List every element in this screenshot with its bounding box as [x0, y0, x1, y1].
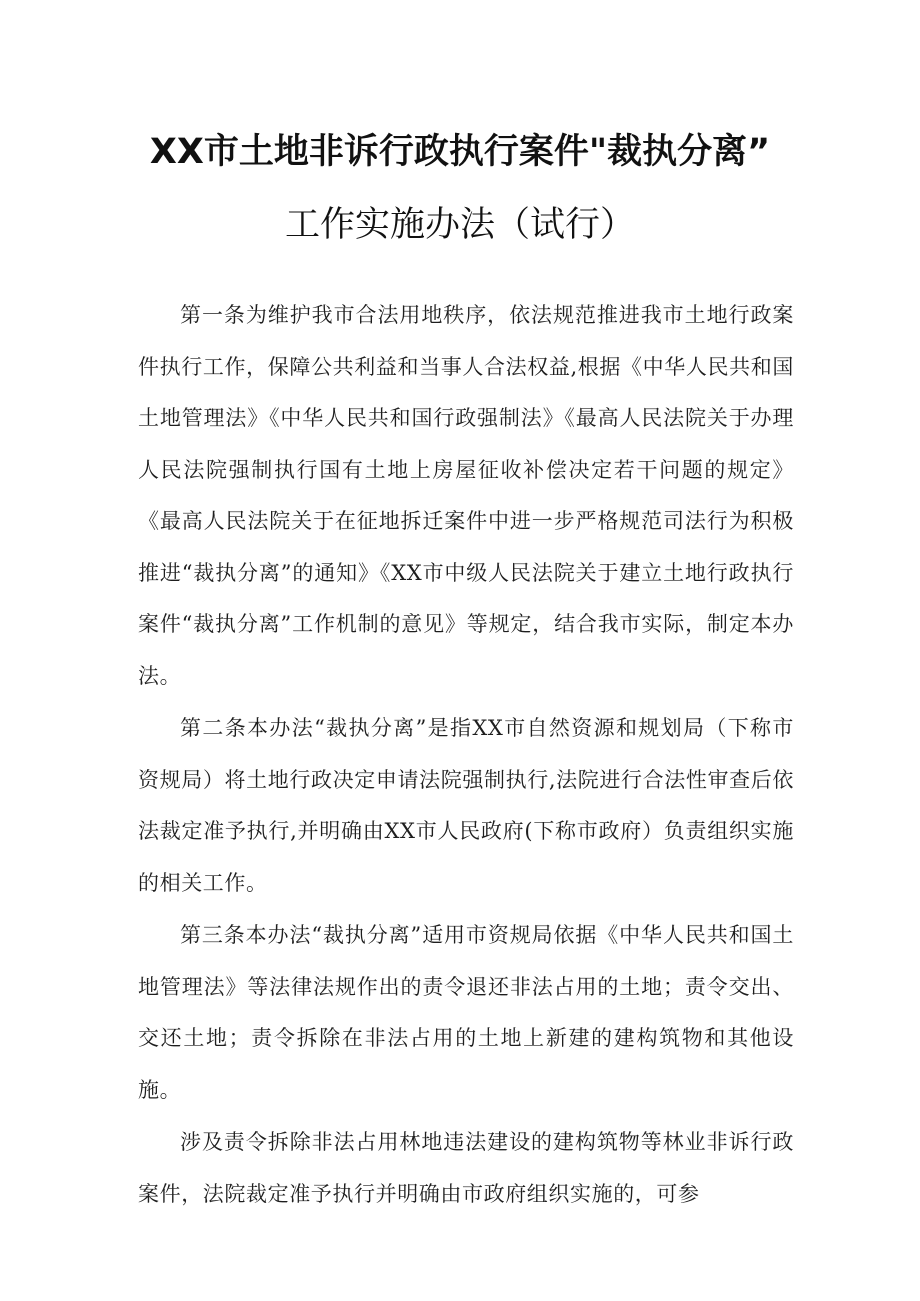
paragraph-forestry-cases: 涉及责令拆除非法占用林地违法建设的建构筑物等林业非诉行政案件，法院裁定准予执行并明确由市政府组织实施的，可参: [138, 1130, 794, 1206]
document-title-line-2: 工作实施办法（试行）: [284, 205, 635, 245]
document-title-line-1: XX市土地非诉行政执行案件"裁执分离”: [149, 132, 771, 172]
paragraph-article-1: 第一条为维护我市合法用地秩序，依法规范推进我市土地行政案件执行工作，保障公共利益和当事人合法权益,根据《中华人民共和国土地管理法》《中华人民共和国行政强制法》《最高人民法院关于办理人民法院强制执行国有土地上房屋征收补偿决定若干问题的规定》《最高人民法院关于在征地拆迁案件中进一步严格规范司法行为积极推进“裁执分离”的通知》《XX市中级人民法院关于建立土地行政执行案件“裁执分离”工作机制的意见》等规定，结合我市实际，制定本办法。: [138, 303, 794, 688]
paragraph-article-2: 第二条本办法“裁执分离”是指XX市自然资源和规划局（下称市资规局）将土地行政决定申请法院强制执行,法院进行合法性审查后依法裁定准予执行,并明确由XX市人民政府(下称市政府）负责组织实施的相关工作。: [138, 716, 794, 895]
document-body: [138, 290, 794, 1221]
paragraph-article-3: 第三条本办法“裁执分离”适用市资规局依据《中华人民共和国土地管理法》等法律法规作出的责令退还非法占用的土地；责令交出、交还土地；责令拆除在非法占用的土地上新建的建构筑物和其他设施。: [138, 923, 794, 1102]
